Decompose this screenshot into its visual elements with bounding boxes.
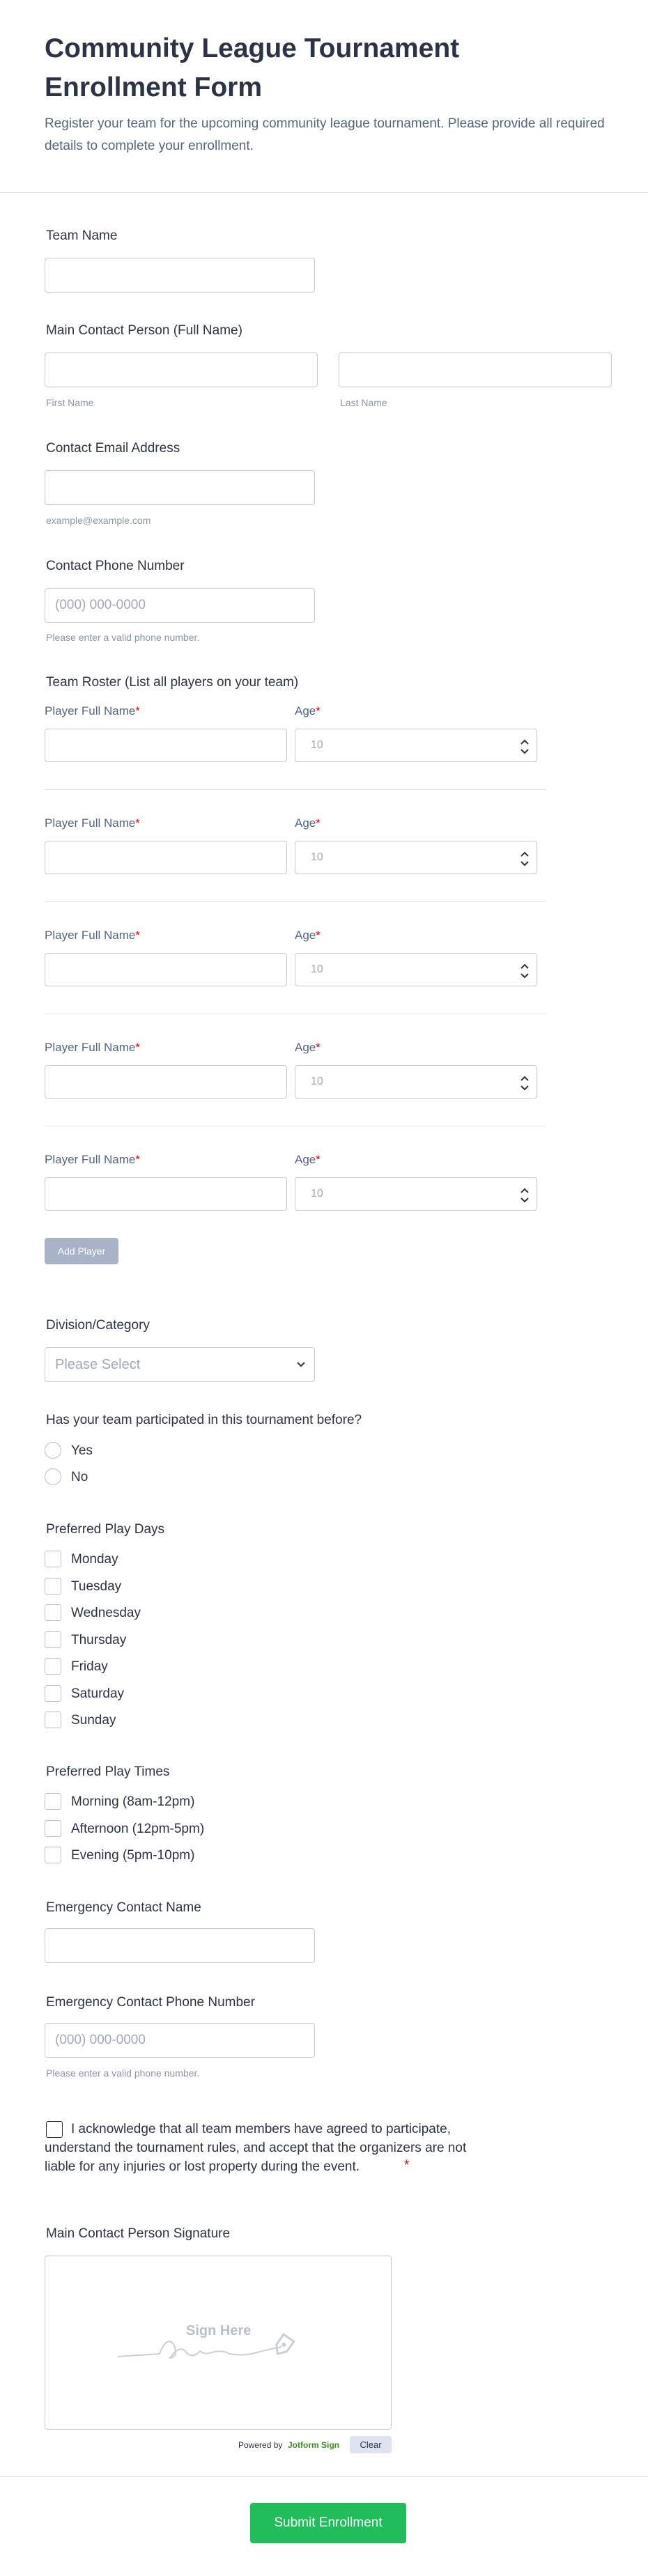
age-label <box>295 929 321 942</box>
participated-label: Has your team participated in this tournament before? <box>46 1413 362 1427</box>
phone-label: Contact Phone Number <box>46 559 185 573</box>
roster-row-divider <box>45 901 546 902</box>
phone-placeholder: (000) 000-0000 <box>55 598 146 612</box>
play-day-option-label: Friday <box>71 1659 108 1674</box>
first-name-input[interactable] <box>45 352 318 387</box>
play-day-cbox[interactable] <box>45 1658 61 1675</box>
age-placeholder: 10 <box>311 851 323 863</box>
player-name-label <box>45 929 140 942</box>
add-player-button[interactable]: Add Player <box>45 1238 118 1264</box>
contact-person-label: Main Contact Person (Full Name) <box>46 323 242 338</box>
required-mark: * <box>135 929 140 942</box>
phone-hint: Please enter a valid phone number. <box>46 632 200 643</box>
stepper-icon[interactable] <box>520 1074 530 1092</box>
player-name-input[interactable] <box>45 953 287 986</box>
required-mark: * <box>316 704 321 717</box>
email-hint: example@example.com <box>46 515 151 526</box>
play-day-cbox[interactable] <box>45 1578 61 1595</box>
player-name-label <box>45 1041 140 1055</box>
player-name-input[interactable] <box>45 841 287 874</box>
emergency-phone-placeholder: (000) 000-0000 <box>55 2033 146 2047</box>
participated-radio[interactable] <box>45 1468 61 1485</box>
chevron-down-icon <box>296 1361 306 1368</box>
required-mark: * <box>135 816 140 830</box>
player-name-input[interactable] <box>45 1177 287 1211</box>
play-day-option-label: Saturday <box>71 1686 125 1701</box>
play-time-cbox[interactable] <box>45 1847 61 1863</box>
emergency-name-label: Emergency Contact Name <box>46 1900 201 1915</box>
footer-divider <box>0 2476 648 2477</box>
play-day-cbox[interactable] <box>45 1712 61 1728</box>
play-time-cbox[interactable] <box>45 1820 61 1837</box>
age-input[interactable] <box>295 1177 537 1211</box>
signature-placeholder: Sign Here <box>186 2323 252 2338</box>
division-label: Division/Category <box>46 1318 150 1333</box>
required-mark: * <box>316 816 321 830</box>
player-name-label-text: Player Full Name <box>45 1041 136 1054</box>
email-input[interactable] <box>45 470 315 505</box>
play-time-cbox[interactable] <box>45 1793 61 1810</box>
powered-by-text: Powered by <box>238 2440 283 2450</box>
phone-input[interactable] <box>45 588 315 623</box>
play-time-option-label: Evening (5pm-10pm) <box>71 1848 195 1863</box>
required-mark: * <box>135 704 140 717</box>
stepper-icon[interactable] <box>520 1186 530 1204</box>
play-days-label: Preferred Play Days <box>46 1522 165 1537</box>
play-day-option-label: Wednesday <box>71 1606 141 1620</box>
email-label: Contact Email Address <box>46 441 180 456</box>
age-label <box>295 816 321 830</box>
play-day-option-label: Sunday <box>71 1713 116 1728</box>
stepper-icon[interactable] <box>520 738 530 756</box>
play-day-option-label: Thursday <box>71 1632 127 1647</box>
division-placeholder: Please Select <box>55 1357 141 1372</box>
acknowledge-line-2: understand the tournament rules, and accept that the organizers are not <box>45 2141 467 2155</box>
last-name-input[interactable] <box>339 352 612 387</box>
required-mark: * <box>316 1041 321 1054</box>
age-input[interactable] <box>295 841 537 874</box>
player-name-label <box>45 1153 140 1167</box>
roster-label: Team Roster (List all players on your team) <box>46 675 299 690</box>
player-name-label-text: Player Full Name <box>45 816 136 830</box>
last-name-hint: Last Name <box>340 397 387 408</box>
age-label <box>295 704 321 718</box>
age-label-text: Age <box>295 929 316 942</box>
header-divider <box>0 192 648 193</box>
acknowledge-required-mark: * <box>404 2158 410 2173</box>
team-name-label: Team Name <box>46 228 118 243</box>
age-placeholder: 10 <box>311 963 323 975</box>
age-placeholder: 10 <box>311 1188 323 1200</box>
team-name-input[interactable] <box>45 258 315 293</box>
emergency-name-input[interactable] <box>45 1928 315 1963</box>
play-day-cbox[interactable] <box>45 1685 61 1702</box>
acknowledge-checkbox[interactable] <box>46 2121 63 2138</box>
age-label-text: Age <box>295 1041 316 1054</box>
emergency-phone-hint: Please enter a valid phone number. <box>46 2067 200 2079</box>
player-name-input[interactable] <box>45 1065 287 1099</box>
play-times-label: Preferred Play Times <box>46 1764 170 1779</box>
emergency-phone-input[interactable] <box>45 2023 315 2058</box>
play-day-cbox[interactable] <box>45 1604 61 1621</box>
age-placeholder: 10 <box>311 739 323 751</box>
emergency-phone-label: Emergency Contact Phone Number <box>46 1995 255 2010</box>
signature-label: Main Contact Person Signature <box>46 2226 231 2241</box>
required-mark: * <box>316 1153 321 1166</box>
play-day-option-label: Tuesday <box>71 1578 122 1594</box>
age-label <box>295 1153 321 1167</box>
participated-option-label: No <box>71 1470 88 1484</box>
age-input[interactable] <box>295 729 537 762</box>
player-name-label-text: Player Full Name <box>45 929 136 942</box>
player-name-label-text: Player Full Name <box>45 1153 136 1166</box>
age-input[interactable] <box>295 1065 537 1099</box>
age-label-text: Age <box>295 704 316 717</box>
jotform-sign-brand: Jotform Sign <box>288 2440 339 2450</box>
age-label-text: Age <box>295 1153 316 1166</box>
age-label <box>295 1041 321 1055</box>
division-select[interactable] <box>45 1347 315 1382</box>
player-name-label <box>45 704 140 718</box>
form-subtitle: Register your team for the upcoming community league tournament. Please provide all required details to complete your enrollment. <box>45 116 605 153</box>
play-day-cbox[interactable] <box>45 1551 61 1567</box>
stepper-icon[interactable] <box>520 962 530 980</box>
play-day-option-label: Monday <box>71 1552 118 1567</box>
play-time-option-label: Morning (8am-12pm) <box>71 1794 195 1809</box>
clear-signature-button[interactable]: Clear <box>350 2436 392 2453</box>
acknowledge-line-3: liable for any injuries or lost property during the event. <box>45 2159 360 2174</box>
play-time-option-label: Afternoon (12pm-5pm) <box>71 1821 205 1836</box>
signature-scribble-icon <box>118 2322 320 2364</box>
acknowledge-line-1: I acknowledge that all team members have agreed to participate, <box>71 2122 451 2136</box>
stepper-icon[interactable] <box>520 850 530 868</box>
required-mark: * <box>135 1041 140 1054</box>
signature-pad[interactable] <box>45 2256 392 2430</box>
play-day-cbox[interactable] <box>45 1631 61 1648</box>
age-label-text: Age <box>295 816 316 830</box>
participated-radio[interactable] <box>45 1442 61 1459</box>
first-name-hint: First Name <box>46 397 94 408</box>
player-name-label-text: Player Full Name <box>45 704 136 717</box>
required-mark: * <box>316 929 321 942</box>
age-input[interactable] <box>295 953 537 986</box>
required-mark: * <box>135 1153 140 1166</box>
player-name-label <box>45 816 140 830</box>
submit-button[interactable]: Submit Enrollment <box>250 2503 406 2543</box>
roster-row-divider <box>45 789 546 790</box>
participated-option-label: Yes <box>71 1443 93 1458</box>
form-title: Community League Tournament Enrollment Form <box>45 33 460 102</box>
player-name-input[interactable] <box>45 729 287 762</box>
age-placeholder: 10 <box>311 1076 323 1087</box>
